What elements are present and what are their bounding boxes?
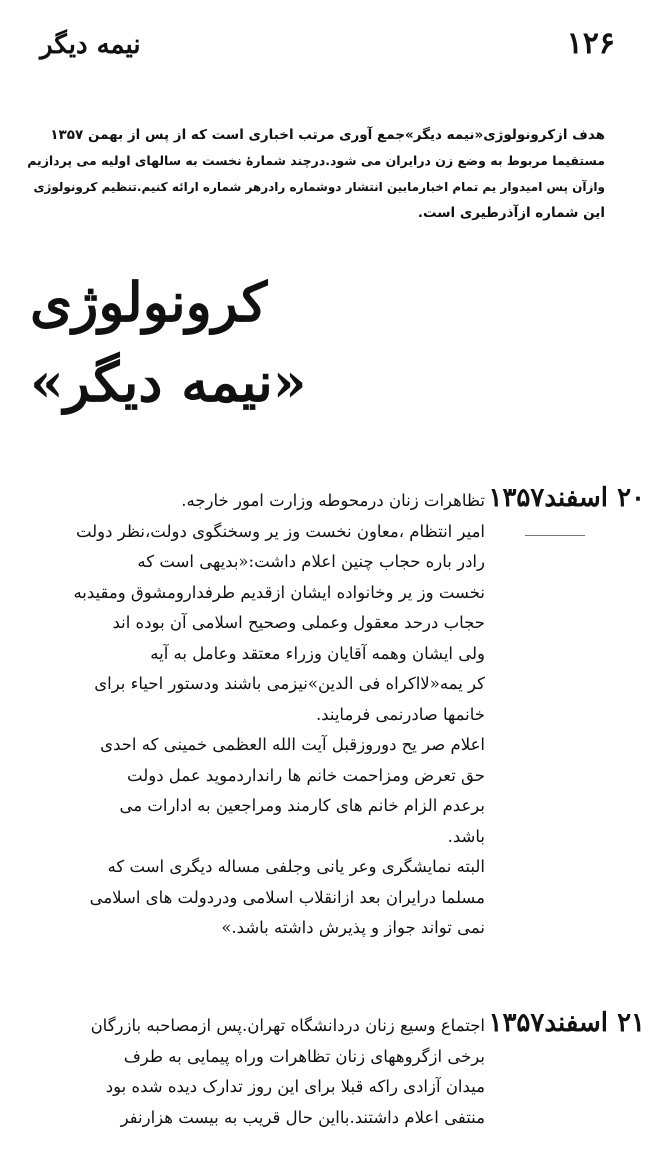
entry-line: کر یمه«لااکراه فی الدین»نیزمی باشند ودستور احیاء برای bbox=[94, 674, 485, 693]
entry-body bbox=[45, 486, 485, 944]
running-title: نیمه دیگر bbox=[40, 30, 141, 60]
entry-line: تظاهرات زنان درمحوطه وزارت امور خارجه. bbox=[181, 491, 485, 510]
entry-line: باشد. bbox=[447, 826, 485, 846]
entry-body bbox=[45, 1011, 485, 1133]
headline-magazine-name: «نیمه دیگر» bbox=[30, 350, 307, 414]
page-number: ۱۲۶ bbox=[566, 26, 615, 61]
entry-date: ۲۰ اسفند۱۳۵۷ bbox=[488, 483, 645, 513]
entry-line: ولی ایشان وهمه آقایان وزراء معتقد وعامل به آیه bbox=[150, 643, 485, 663]
entry-line: برعدم الزام خانم های کارمند ومراجعین به ادارات می bbox=[119, 796, 485, 815]
entry-line: حجاب درحد معقول وعملی وصحیح اسلامی آن بوده اند bbox=[112, 613, 485, 632]
headline-chronology: کرونولوژی bbox=[30, 270, 268, 334]
entry-line: مسلما درایران بعد ازانقلاب اسلامی ودردولت های اسلامی bbox=[89, 887, 485, 907]
intro-line: مستقیما مربوط به وضع زن درایران می شود.درچند شمارهٔ نخست به سالهای اولیه می پردازیم bbox=[27, 153, 605, 168]
intro-line: هدف ازکرونولوژی«نیمه دیگر»جمع آوری مرتب اخباری است که از پس از بهمن ۱۳۵۷ bbox=[50, 127, 605, 143]
entry-line: حق تعرض ومزاحمت خانم ها رانداردموید عمل دولت bbox=[127, 765, 485, 785]
entry-line: نخست وز یر وخانواده ایشان ازقدیم طرفدارومشوق ومقیدبه bbox=[73, 582, 485, 602]
entry-line: برخی ازگروههای زنان تظاهرات وراه پیمایی به طرف bbox=[123, 1046, 485, 1066]
entry-line: منتفی اعلام داشتند.بااین حال قریب به بیست هزارنفر bbox=[120, 1107, 485, 1127]
intro-line: وازآن پس امیدوار یم تمام اخبارمابین انتشار دوشماره رادرهر شماره ارائه کنیم.تنظیم کرونولوژی bbox=[33, 180, 605, 194]
entry-date: ۲۱ اسفند۱۳۵۷ bbox=[488, 1008, 645, 1038]
intro-line: این شماره ازآذرطیری است. bbox=[417, 205, 605, 221]
entry-line: میدان آزادی راکه قبلا برای این روز تدارک دیده شده بود bbox=[105, 1077, 485, 1096]
entry-line: خانمها صادرنمی فرمایند. bbox=[315, 704, 485, 724]
entry-line: امیر انتظام ،معاون نخست وز یر وسخنگوی دولت،نظر دولت bbox=[75, 521, 485, 541]
entry-line: البته نمایشگری وعر یانی وجلفی مساله دیگری است که bbox=[107, 857, 485, 876]
entry-line: نمی تواند جواز و پذیرش داشته باشد.» bbox=[221, 918, 485, 937]
intro-paragraph bbox=[25, 122, 605, 226]
entry-line: اجتماع وسیع زنان دردانشگاه تهران.پس ازمصاحبه بازرگان bbox=[90, 1016, 485, 1035]
entry-line: رادر باره حجاب چنین اعلام داشت:«بدیهی است که bbox=[137, 552, 485, 571]
margin-rule bbox=[525, 535, 585, 536]
entry-line: اعلام صر یح دوروزقبل آیت الله العظمی خمینی که احدی bbox=[100, 735, 485, 754]
